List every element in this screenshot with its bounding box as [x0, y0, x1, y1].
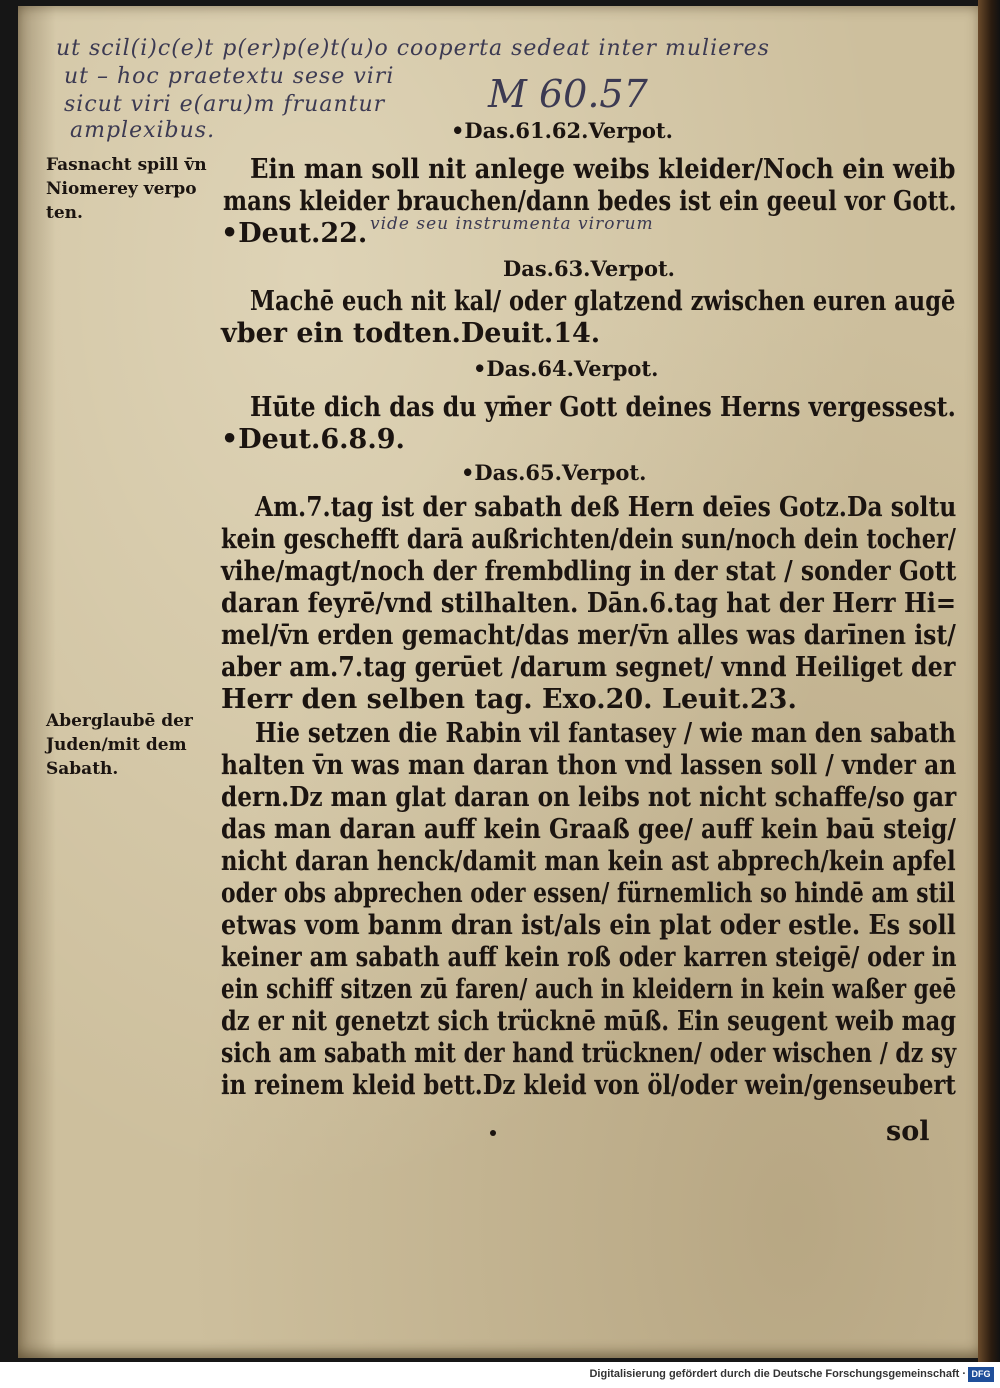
book-binding-edge [978, 0, 1000, 1362]
footer-credit: Digitalisierung gefördert durch die Deutsche Forschungsgemeinschaft · [589, 1368, 966, 1380]
text-line: Hie setzen die Rabin vil fantasey / wie man den sabath [255, 718, 956, 749]
text-line: Machē euch nit kal/ oder glatzend zwischen euren augē [250, 286, 956, 317]
handwritten-note-line-3: sicut viri e(aru)m fruantur [64, 92, 386, 117]
handwritten-shelfmark: M 60.57 [488, 72, 648, 116]
marginal-note-line: ten. [46, 203, 83, 223]
catchword: sol [886, 1116, 930, 1147]
section-heading-65: •Das.65.Verpot. [461, 460, 647, 485]
text-line: Herr den selben tag. Exo.20. Leuit.23. [221, 684, 797, 715]
book-page [18, 6, 986, 1358]
dfg-logo-icon: DFG [968, 1367, 994, 1382]
section-heading-63: Das.63.Verpot. [503, 256, 675, 281]
text-line: dz er nit genetzt sich trücknē mūß. Ein seugent weib mag [221, 1006, 957, 1037]
marginal-note-line: Aberglaubē der [46, 711, 193, 731]
text-line: kein geschefft darā außrichten/dein sun/noch dein tocher/ [221, 524, 957, 555]
text-line: dern.Dz man glat daran on leibs not nicht schaffe/so gar [221, 782, 957, 813]
text-line: nicht daran henck/damit man kein ast abprech/kein apfel [221, 846, 956, 877]
text-line: •Deut.22. [221, 218, 368, 249]
text-line: keiner am sabath auff kein roß oder karren steigē/ oder in [221, 942, 957, 973]
text-line: •Deut.6.8.9. [221, 424, 405, 455]
marginal-note-line: Fasnacht spill v̄n [46, 155, 207, 175]
footer-bar [0, 1362, 1000, 1388]
handwritten-note-line-4: amplexibus. [70, 118, 216, 143]
text-line: ein schiff sitzen zū faren/ auch in kleidern in kein waßer geē [221, 974, 957, 1005]
text-line: vber ein todten.Deuit.14. [221, 318, 601, 349]
text-line: vihe/magt/noch der frembdling in der stat / sonder Gott [221, 556, 957, 587]
marginal-note-line: Niomerey verpo [46, 179, 197, 199]
text-line: aber am.7.tag gerūet /darum segnet/ vnnd Heiliget der [221, 652, 956, 683]
marginal-note-line: Juden/mit dem [46, 735, 187, 755]
text-line: mans kleider brauchen/dann bedes ist ein geeul vor Gott. [223, 186, 957, 217]
marginal-note-line: Sabath. [46, 759, 119, 779]
handwritten-underline-note: vide seu instrumenta virorum [370, 214, 654, 234]
text-line: das man daran auff kein Graaß gee/ auff kein baū steig/ [221, 814, 957, 845]
text-line: Ein man soll nit anlege weibs kleider/Noch ein weib [250, 154, 956, 185]
handwritten-note-line-1: ut scil(i)c(e)t p(er)p(e)t(u)o cooperta sedeat inter mulieres [56, 36, 770, 61]
section-heading-64: •Das.64.Verpot. [473, 356, 659, 381]
text-line: sich am sabath mit der hand trücknen/ oder wischen / dz sy [221, 1038, 957, 1069]
section-heading-61-62: •Das.61.62.Verpot. [451, 118, 673, 143]
text-line: daran feyrē/vnd stilhalten. Dān.6.tag hat der Herr Hi= [221, 588, 957, 619]
text-line: Hūte dich das du ym̄er Gott deines Herns vergessest. [250, 392, 956, 423]
text-line: oder obs abprechen oder essen/ fürnemlich so hindē am stil [221, 878, 956, 909]
text-line: halten v̄n was man daran thon vnd lassen soll / vnder an [221, 750, 957, 781]
text-line: Am.7.tag ist der sabath deß Hern deīes Gotz.Da soltu [255, 492, 957, 523]
text-line: etwas vom banm dran ist/als ein plat oder estle. Es soll [221, 910, 956, 941]
text-line: mel/v̄n erden gemacht/das mer/v̄n alles was darīnen ist/ [221, 620, 956, 651]
handwritten-note-line-2: ut – hoc praetextu sese viri [64, 64, 395, 89]
text-line: in reinem kleid bett.Dz kleid von öl/oder wein/genseubert [221, 1070, 956, 1101]
printer-mark-dot [490, 1130, 496, 1136]
